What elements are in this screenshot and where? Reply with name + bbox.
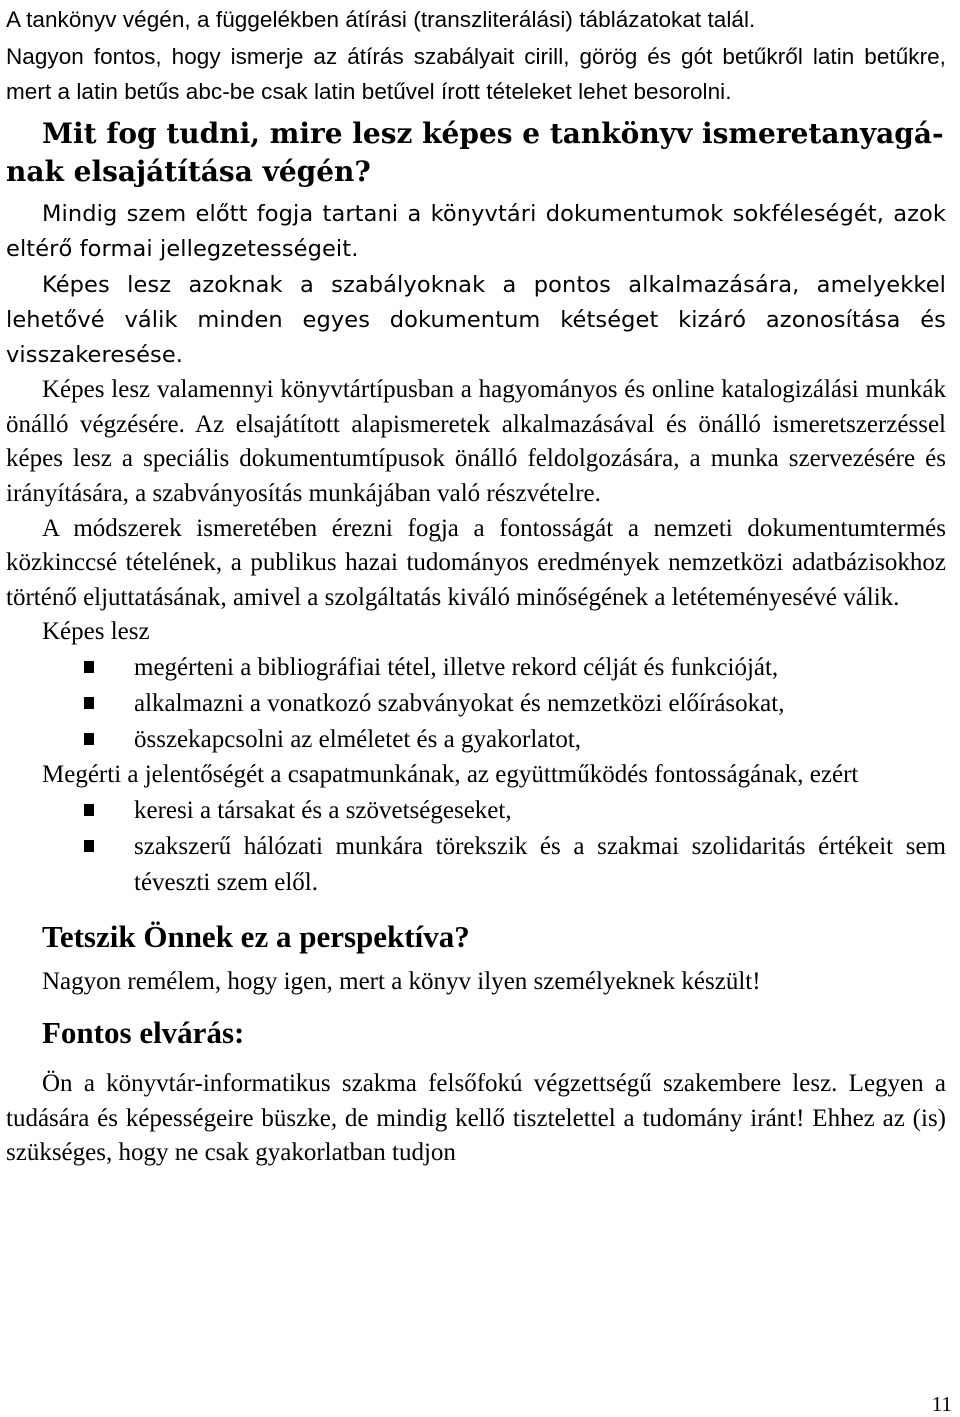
section-heading — [6, 115, 946, 191]
list-item: alkalmazni a vonatkozó szabványokat és nemzetközi előírásokat, — [6, 686, 946, 722]
page-body — [6, 0, 946, 1171]
list-item: szakszerű hálózati munkára törekszik és a szakmai szolidaritás értékeit sem téveszti szem elől. — [6, 829, 946, 901]
paragraph-7: Nagyon remélem, hogy igen, mert a könyv ilyen személyeknek készült! — [42, 967, 761, 995]
paragraph-6: Megérti a jelentőségét a csapatmunkának, az együttműködés fontosságának, ezért — [42, 760, 859, 788]
page-number: 11 — [931, 1392, 952, 1416]
square-bullet-icon — [84, 733, 94, 745]
attitude-list — [6, 793, 946, 901]
square-bullet-icon — [84, 697, 94, 709]
paragraph-4: A módszerek ismeretében érezni fogja a fontosságát a nemzeti dokumentumtermés közkinccsé tételének, a publikus hazai tudományos eredmények nemzetközi adatbázisokhoz történő eljuttatásának, amivel a szolgáltatás kiváló minőségének a letéteményesévé válik. — [6, 514, 946, 611]
paragraph-5: Képes lesz — [42, 618, 150, 646]
square-bullet-icon — [84, 804, 94, 816]
section-heading-line-1: Mit fog tudni, mire lesz képes e tankönyv ismeretanyagá- — [42, 117, 944, 151]
intro-line-1: A tankönyv végén, a függelékben átírási (transzliterálási) táblázatokat talál. — [6, 7, 756, 32]
intro-line-2: Nagyon fontos, hogy ismerje az átírás szabályait cirill, görög és gót betűkről latin betűkre, mert a latin betűs abc-be csak latin betűvel írott tételeket lehet besorolni. — [6, 44, 946, 104]
paragraph-2: Képes lesz azoknak a szabályoknak a pontos alkalmazására, amelyekkel lehetővé válik minden egyes dokumentum kétséget kizáró azonosítása és visszakeresése. — [6, 271, 946, 369]
square-bullet-icon — [84, 661, 94, 673]
list-item: keresi a társakat és a szövetségeseket, — [6, 793, 946, 829]
perspective-heading: Tetszik Önnek ez a perspektíva? — [42, 918, 470, 954]
paragraph-3: Képes lesz valamennyi könyvtártípusban a hagyományos és online katalogizálási munkák önálló végzésére. Az elsajátított alapismeretek alkalmazásával és önálló ismeretszerzéssel képes lesz a speciális dokumentumtípusok önálló feldolgozására, a munka szervezésére és irányítására, a szabványosítás munkájában való részvételre. — [6, 376, 946, 508]
list-item: megérteni a bibliográfiai tétel, illetve rekord célját és funkcióját, — [6, 650, 946, 686]
section-heading-line-2: nak elsajátítása végén? — [6, 155, 371, 189]
square-bullet-icon — [84, 840, 94, 852]
expectation-heading: Fontos elvárás: — [42, 1015, 245, 1051]
list-item: összekapcsolni az elméletet és a gyakorlatot, — [6, 722, 946, 758]
paragraph-1: Mindig szem előtt fogja tartani a könyvtári dokumentumok sokféleségét, azok eltérő formai jellegzetességeit. — [6, 201, 946, 263]
paragraph-8: Ön a könyvtár-informatikus szakma felsőfokú végzettségű szakembere lesz. Legyen a tudására és képességeire büszke, de mindig kellő tisztelettel a tudomány iránt! Ehhez az (is) szükséges, hogy ne csak gyakorlatban tudjon — [6, 1070, 946, 1167]
skills-list — [6, 650, 946, 758]
